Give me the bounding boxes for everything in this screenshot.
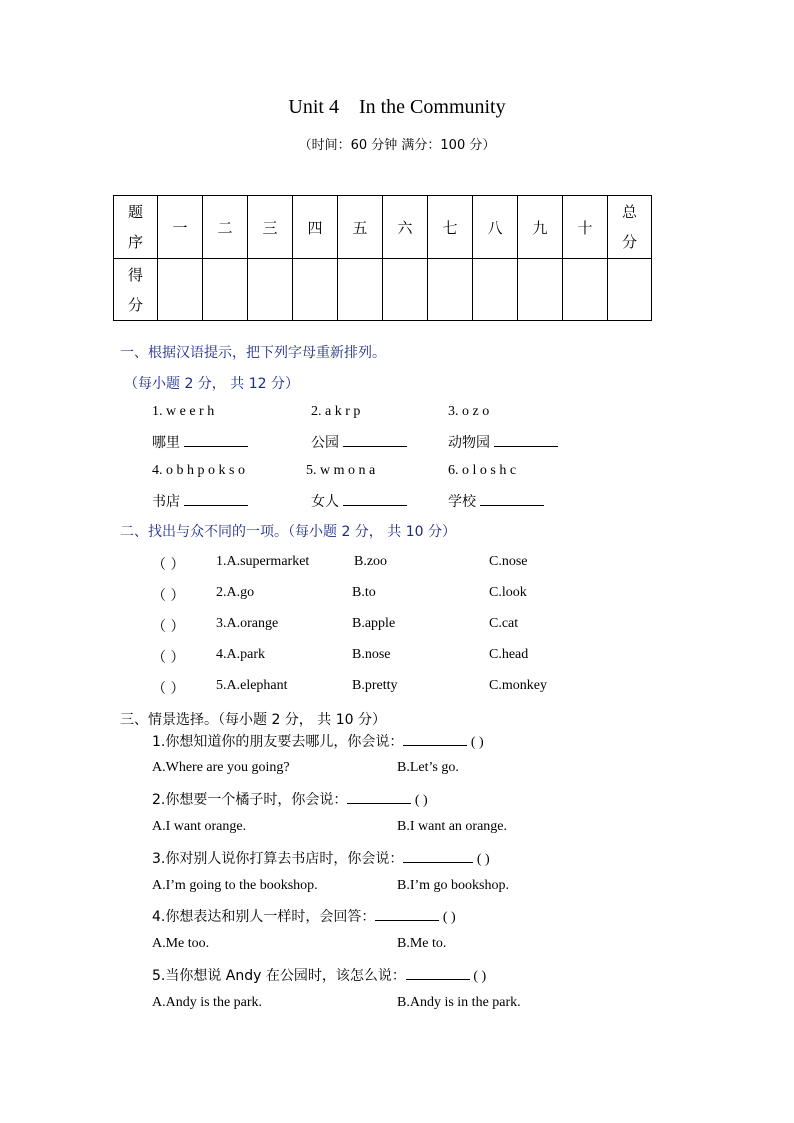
- s2-option-a: 3.A.orange: [216, 616, 279, 631]
- answer-blank[interactable]: [406, 967, 470, 980]
- s3-question: 4.你想表达和别人一样时，会回答： ( ): [152, 909, 456, 925]
- s1-answer-row: 哪里: [152, 432, 248, 452]
- answer-paren[interactable]: （ ）: [152, 588, 185, 604]
- section1-heading: 一、根据汉语提示，把下列字母重新排列。: [120, 345, 386, 361]
- s3-option-a: A.Where are you going?: [152, 760, 290, 775]
- answer-paren[interactable]: （ ）: [152, 650, 185, 666]
- s1-answer-row: 学校: [448, 491, 544, 511]
- s3-option-b: B.Andy is in the park.: [397, 995, 521, 1010]
- col-header: 一: [158, 196, 203, 259]
- s3-question: 3.你对别人说你打算去书店时，你会说： ( ): [152, 851, 490, 867]
- answer-blank[interactable]: [343, 493, 407, 506]
- s3-question: 1.你想知道你的朋友要去哪儿，你会说： ( ): [152, 734, 484, 750]
- exam-info: （时间：60 分钟 满分：100 分）: [298, 138, 496, 153]
- score-cell[interactable]: [383, 259, 428, 321]
- score-cell[interactable]: [158, 259, 203, 321]
- score-table: [113, 195, 652, 321]
- score-cell[interactable]: [518, 259, 563, 321]
- answer-paren[interactable]: （ ）: [152, 681, 185, 697]
- answer-blank[interactable]: [480, 493, 544, 506]
- s1-answer-row: 书店: [152, 491, 248, 511]
- s1-letters: 3. o z o: [448, 404, 490, 419]
- s3-option-b: B.I’m go bookshop.: [397, 878, 509, 893]
- col-header: 四: [293, 196, 338, 259]
- section1-points: （每小题 2 分， 共 12 分）: [124, 376, 299, 392]
- s2-option-a: 1.A.supermarket: [216, 554, 310, 569]
- answer-blank[interactable]: [375, 908, 439, 921]
- row-label-defen: 得 分: [114, 259, 158, 321]
- score-cell[interactable]: [473, 259, 518, 321]
- s3-question: 2.你想要一个橘子时，你会说： ( ): [152, 792, 428, 808]
- s3-question: 5.当你想说 Andy 在公园时，该怎么说： ( ): [152, 968, 487, 984]
- s1-answer-row: 动物园: [448, 432, 558, 452]
- section2-heading: 二、找出与众不同的一项。（每小题 2 分， 共 10 分）: [120, 524, 456, 540]
- answer-paren[interactable]: （ ）: [152, 557, 185, 573]
- col-header: 二: [203, 196, 248, 259]
- col-header: 三: [248, 196, 293, 259]
- s2-option-a: 2.A.go: [216, 585, 255, 600]
- s3-option-a: A.Me too.: [152, 936, 210, 951]
- s1-letters: 5. w m o n a: [306, 463, 376, 478]
- s2-option-c: C.look: [489, 585, 527, 600]
- s2-option-b: B.nose: [352, 647, 391, 662]
- answer-blank[interactable]: [184, 434, 248, 447]
- col-header: 六: [383, 196, 428, 259]
- score-cell[interactable]: [203, 259, 248, 321]
- s2-option-a: 5.A.elephant: [216, 678, 288, 693]
- s3-option-b: B.I want an orange.: [397, 819, 508, 834]
- col-header: 八: [473, 196, 518, 259]
- s2-option-b: B.to: [352, 585, 376, 600]
- s2-option-c: C.head: [489, 647, 529, 662]
- score-cell[interactable]: [248, 259, 293, 321]
- s1-answer-row: 女人: [311, 491, 407, 511]
- score-cell[interactable]: [563, 259, 608, 321]
- score-cell[interactable]: [338, 259, 383, 321]
- s2-option-c: C.cat: [489, 616, 519, 631]
- col-header: 七: [428, 196, 473, 259]
- score-cell[interactable]: [293, 259, 338, 321]
- answer-blank[interactable]: [347, 791, 411, 804]
- answer-paren[interactable]: （ ）: [152, 619, 185, 635]
- score-cell[interactable]: [428, 259, 473, 321]
- s3-option-a: A.I want orange.: [152, 819, 247, 834]
- section3-heading: 三、情景选择。（每小题 2 分， 共 10 分）: [120, 712, 386, 728]
- s3-option-b: B.Let’s go.: [397, 760, 459, 775]
- answer-paren[interactable]: ( ): [442, 910, 456, 925]
- answer-blank[interactable]: [403, 850, 473, 863]
- score-cell[interactable]: [608, 259, 652, 321]
- answer-blank[interactable]: [494, 434, 558, 447]
- col-header: 九: [518, 196, 563, 259]
- answer-paren[interactable]: ( ): [476, 852, 490, 867]
- col-header: 五: [338, 196, 383, 259]
- answer-blank[interactable]: [184, 493, 248, 506]
- s2-option-c: C.nose: [489, 554, 528, 569]
- s3-option-a: A.Andy is the park.: [152, 995, 263, 1010]
- s2-option-a: 4.A.park: [216, 647, 265, 662]
- answer-paren[interactable]: ( ): [470, 735, 484, 750]
- page-title: Unit 4 In the Community: [288, 96, 506, 118]
- s3-option-b: B.Me to.: [397, 936, 447, 951]
- answer-blank[interactable]: [403, 733, 467, 746]
- answer-blank[interactable]: [343, 434, 407, 447]
- s1-letters: 4. o b h p o k s o: [152, 463, 245, 478]
- s3-option-a: A.I’m going to the bookshop.: [152, 878, 318, 893]
- col-header: 十: [563, 196, 608, 259]
- s2-option-b: B.apple: [352, 616, 396, 631]
- s1-letters: 1. w e e r h: [152, 404, 215, 419]
- s1-letters: 6. o l o s h c: [448, 463, 517, 478]
- answer-paren[interactable]: ( ): [473, 969, 487, 984]
- answer-paren[interactable]: ( ): [414, 793, 428, 808]
- s2-option-b: B.pretty: [352, 678, 398, 693]
- s2-option-c: C.monkey: [489, 678, 547, 693]
- s1-letters: 2. a k r p: [311, 404, 361, 419]
- s1-answer-row: 公园: [311, 432, 407, 452]
- row-label-tixu: 题 序: [114, 196, 158, 259]
- total-header: 总 分: [608, 196, 652, 259]
- s2-option-b: B.zoo: [354, 554, 388, 569]
